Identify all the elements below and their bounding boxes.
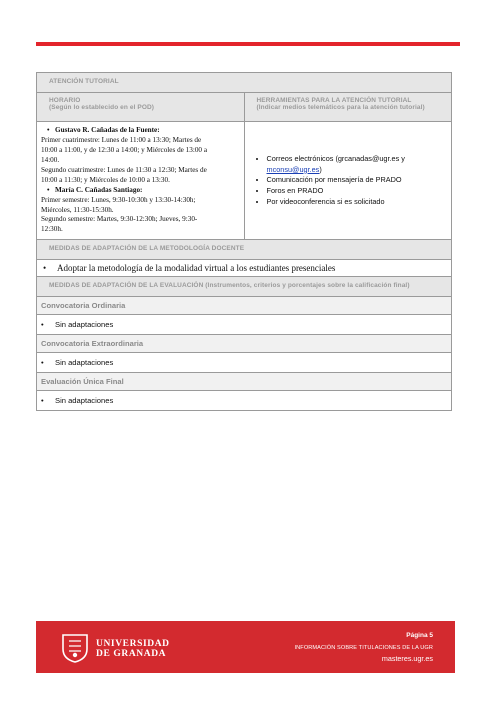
tools-item-video: • Por videoconferencia si es solicitado	[267, 197, 448, 208]
tools-cell	[244, 122, 452, 240]
header-red-rule	[36, 42, 460, 46]
page-number: Página 5	[406, 632, 433, 639]
university-logo-text	[96, 639, 170, 660]
schedule-line: Primer semestre: Lunes, 9:30-10:30h y 13:30-14:30h;	[41, 195, 196, 204]
call-title: Convocatoria Extraordinaria	[37, 335, 452, 353]
schedule-row	[37, 122, 452, 240]
bullet-icon: •	[41, 320, 44, 330]
footer-site-link[interactable]: masteres.ugr.es	[381, 654, 433, 663]
tools-header	[244, 93, 452, 122]
footer-banner	[36, 621, 455, 673]
footer-info: INFORMACIÓN SOBRE TITULACIONES DE LA UGR	[294, 645, 433, 651]
schedule-line: 10:00 a 11:00, y de 12:30 a 14:00; y Miércoles de 13:00 a	[41, 145, 208, 154]
methodology-header: MEDIDAS DE ADAPTACIÓN DE LA METODOLOGÍA DOCENTE	[37, 240, 452, 260]
call-item	[37, 391, 452, 411]
schedule-line: 14:00.	[41, 155, 60, 164]
methodology-row	[37, 260, 452, 277]
email-link[interactable]: mconsu@ugr.es	[266, 164, 320, 174]
call-item-text: Sin adaptaciones	[55, 358, 114, 368]
tutor-name: • Gustavo R. Cañadas de la Fuente:	[41, 126, 240, 136]
title-row	[37, 73, 452, 93]
call-title: Convocatoria Ordinaria	[37, 297, 452, 315]
call-item	[37, 315, 452, 335]
horario-title: HORARIO	[49, 97, 81, 104]
email-text: Correos electrónicos (grcanadas@ugr.es y	[266, 154, 405, 164]
tutorial-title: ATENCIÓN TUTORIAL	[37, 73, 452, 93]
tools-item-email	[267, 154, 448, 175]
university-line-2: DE GRANADA	[96, 649, 167, 660]
methodology-header-row	[37, 240, 452, 260]
call-item-text: Sin adaptaciones	[55, 396, 114, 406]
bullet-icon: •	[41, 396, 44, 406]
schedule-line: Miércoles, 11:30-15:30h.	[41, 205, 114, 214]
horario-header	[37, 93, 245, 122]
call-row	[37, 335, 452, 353]
methodology-text: Adoptar la metodología de la modalidad virtual a los estudiantes presenciales	[57, 263, 336, 274]
evaluation-subtitle: (Instrumentos, criterios y porcentajes sobre la calificación final)	[205, 282, 410, 290]
schedule-line: 10:00 a 11:30; y Miércoles de 10:00 a 13:30.	[41, 175, 170, 184]
tools-item-messaging: • Comunicación por mensajería de PRADO	[267, 175, 448, 186]
tools-subtitle: (Indicar medios telemáticos para la atención tutorial)	[256, 104, 425, 111]
bullet-icon: •	[43, 263, 47, 274]
tools-item-forums: • Foros en PRADO	[267, 186, 448, 197]
column-header-row	[37, 93, 452, 122]
evaluation-title: MEDIDAS DE ADAPTACIÓN DE LA EVALUACIÓN	[49, 282, 204, 290]
horario-subtitle: (Según lo establecido en el POD)	[49, 104, 155, 111]
schedule-cell	[37, 122, 245, 240]
methodology-item	[37, 260, 452, 277]
call-item-row	[37, 353, 452, 373]
evaluation-header-row	[37, 277, 452, 297]
call-item	[37, 353, 452, 373]
schedule-line: Primer cuatrimestre: Lunes de 11:00 a 13:30; Martes de	[41, 135, 202, 144]
schedule-line: Segundo cuatrimestre: Lunes de 11:30 a 12:30; Martes de	[41, 165, 207, 174]
schedule-line: 12:30h.	[41, 225, 63, 234]
call-row	[37, 373, 452, 391]
call-item-row	[37, 391, 452, 411]
tutorial-table	[36, 72, 452, 411]
tools-title: HERRAMIENTAS PARA LA ATENCIÓN TUTORIAL	[256, 97, 412, 104]
tools-list	[253, 154, 448, 207]
call-row	[37, 297, 452, 315]
email-suffix: )	[319, 164, 322, 174]
university-line-1: UNIVERSIDAD	[96, 639, 170, 649]
call-item-row	[37, 315, 452, 335]
schedule-line: Segundo semestre: Martes, 9:30-12:30h; Jueves, 9:30-	[41, 215, 198, 224]
evaluation-header	[37, 277, 452, 297]
tutor-name: • María C. Cañadas Santiago:	[41, 186, 240, 196]
university-crest-icon	[60, 631, 90, 663]
call-title: Evaluación Única Final	[37, 373, 452, 391]
call-item-text: Sin adaptaciones	[55, 320, 114, 330]
bullet-icon: •	[41, 358, 44, 368]
